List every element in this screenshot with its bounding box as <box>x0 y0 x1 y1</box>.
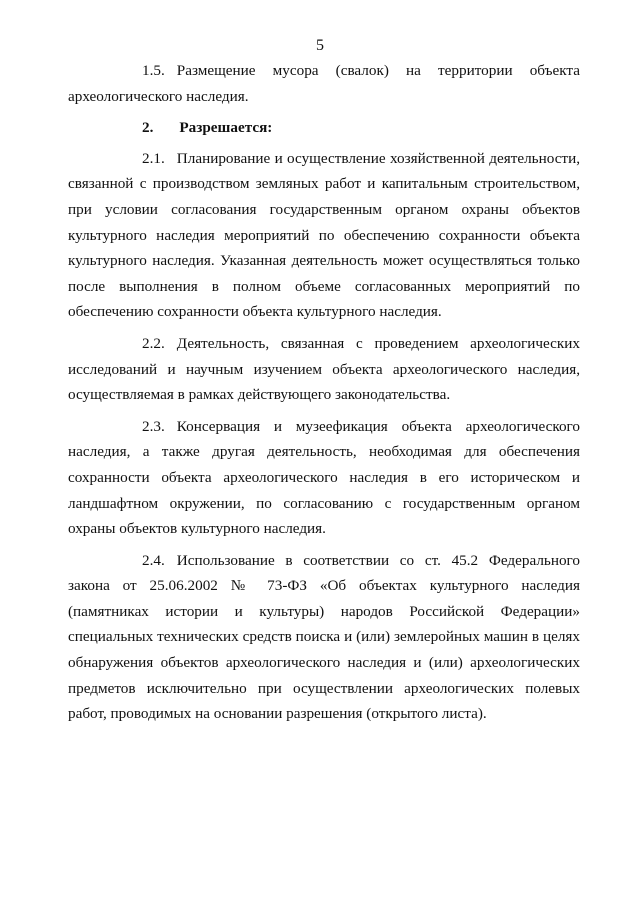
section-title: Разрешается: <box>179 119 273 137</box>
document-body <box>68 58 580 733</box>
item-2-3 <box>68 414 580 542</box>
section-heading-2 <box>68 115 580 141</box>
item-1-5 <box>68 58 580 109</box>
item-number: 2.4. <box>142 551 165 569</box>
item-text: Планирование и осуществление хозяйственной деятельности, связанной с производством земляных работ и капитальным строительством, при условии согласования государственным органом охраны объектов культурного наследия мероприятий по обеспечению сохранности объекта культурного наследия. Указанная деятельность может осуществляться только после выполнения в полном объеме согласованных мероприятий по обеспечению сохранности объекта культурного наследия. <box>68 149 580 321</box>
item-number: 2.3. <box>142 417 165 435</box>
item-2-1 <box>68 146 580 325</box>
item-text: Деятельность, связанная с проведением археологических исследований и научным изучением объекта археологического наследия, осуществляемая в рамках действующего законодательства. <box>68 334 580 404</box>
section-number: 2. <box>142 119 154 137</box>
item-text: Размещение мусора (свалок) на территории объекта археологического наследия. <box>68 62 580 105</box>
item-number: 2.2. <box>142 334 165 352</box>
item-text: Консервация и музеефикация объекта археологического наследия, а также другая деятельность, необходимая для обеспечения сохранности объекта археологического наследия в его историческом и ландшафтном окружении, по согласованию с государственным органом охраны объектов культурного наследия. <box>68 417 580 538</box>
item-2-2 <box>68 331 580 408</box>
item-text: Использование в соответствии со ст. 45.2 Федерального закона от 25.06.2002 № 73-ФЗ «Об объектах культурного наследия (памятниках истории и культуры) народов Российской Федерации» специальных технических средств поиска и (или) землеройных машин в целях обнаружения объектов археологического наследия и (или) археологических предметов исключительно при осуществлении археологических полевых работ, проводимых на основании разрешения (открытого листа). <box>68 551 580 723</box>
page-number: 5 <box>316 37 324 54</box>
item-number: 2.1. <box>142 149 165 167</box>
item-2-4 <box>68 548 580 727</box>
item-number: 1.5. <box>142 62 165 79</box>
